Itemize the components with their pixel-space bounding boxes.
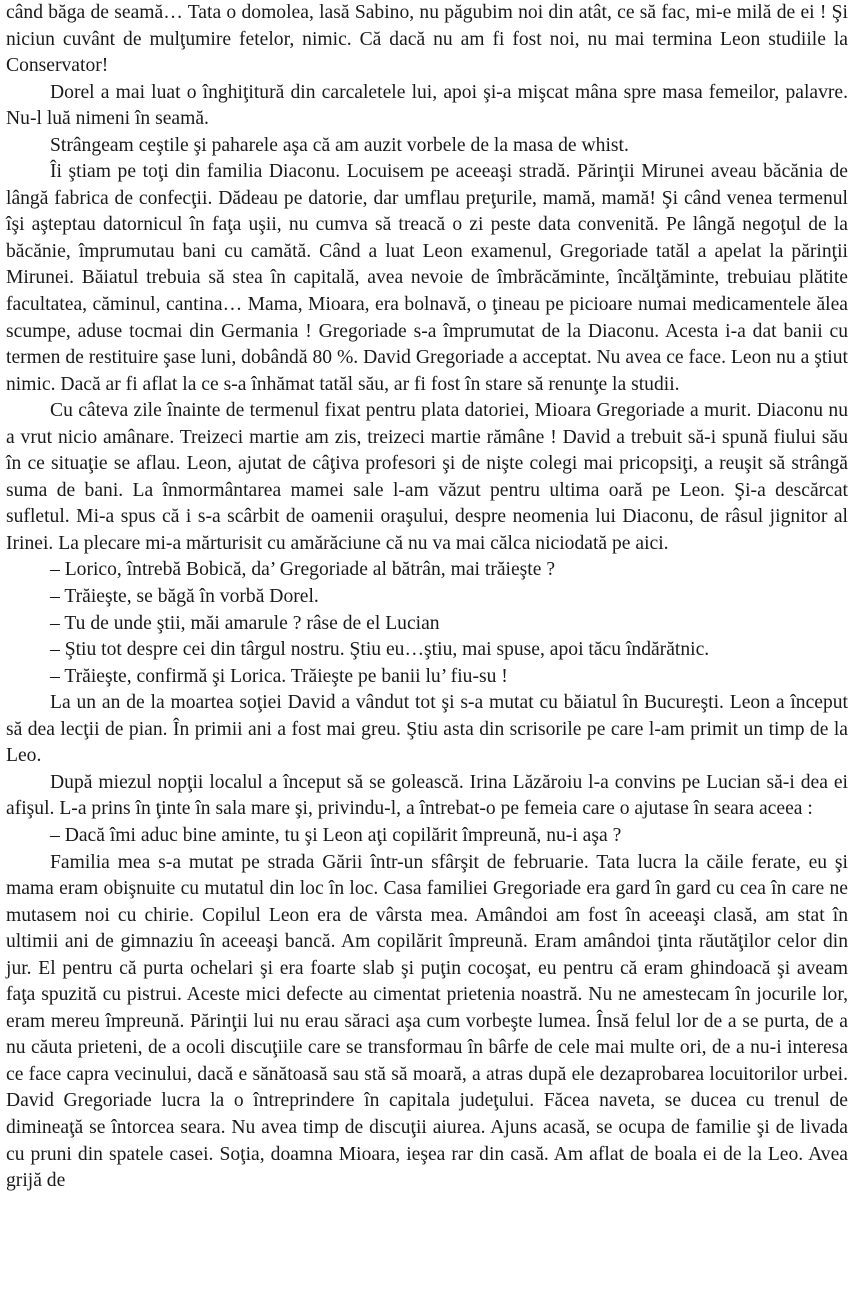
paragraph: când băga de seamă… Tata o domolea, lasă Sabino, nu păgubim noi din atât, ce să fac, mi-e milă de ei ! Şi niciun cuvânt de mulţumire fetelor, nimic. Că dacă nu am fi fost noi, nu mai termina Leon studiile la Conservator! (6, 2, 848, 77)
paragraph: La un an de la moartea soţiei David a vândut tot şi s-a mutat cu băiatul în Bucureşti. Leon a început să dea lecţii de pian. În primii ani a fost mai greu. Ştiu asta din scrisorile pe care l-am primit un timp de la Leo. (6, 692, 848, 767)
dialogue-line: – Ştiu tot despre cei din târgul nostru. Ştiu eu…ştiu, mai spuse, apoi tăcu îndărătnic. (50, 639, 710, 661)
dialogue-line: – Lorico, întrebă Bobică, da’ Gregoriade al bătrân, mai trăieşte ? (50, 559, 556, 581)
paragraph: Strângeam ceştile şi paharele aşa că am auzit vorbele de la masa de whist. (50, 134, 629, 156)
document-page (6, 0, 848, 1195)
dialogue-line: – Trăieşte, se băgă în vorbă Dorel. (50, 586, 319, 608)
dialogue-line: – Dacă îmi aduc bine aminte, tu şi Leon aţi copilărit împreună, nu-i aşa ? (50, 824, 622, 846)
paragraph: Îi ştiam pe toţi din familia Diaconu. Locuisem pe aceeaşi stradă. Părinţii Mirunei aveau băcănia de lângă fabrica de confecţii. Dădeau pe datorie, dar umflau preţurile, mamă, mamă! Şi când venea termenul îşi aşteptau datornicul în faţa uşii, nu cumva să treacă o zi peste data convenită. Pe lângă negoţul de la băcănie, împrumutau bani cu camătă. Când a luat Leon examenul, Gregoriade tatăl a apelat la părinţii Mirunei. Băiatul trebuia să stea în capitală, avea nevoie de îmbrăcăminte, încălţăminte, trebuiau plătite facultatea, căminul, cantina… Mama, Mioara, era bolnavă, o ţineau pe picioare numai medicamentele ălea scumpe, aduse tocmai din Germania ! Gregoriade s-a împrumutat de la Diaconu. Acesta i-a dat banii cu termen de restituire şase luni, dobândă 80 %. David Gregoriade a acceptat. Nu avea ce face. Leon nu a ştiut nimic. Dacă ar fi aflat la ce s-a înhămat tatăl său, ar fi fost în stare să renunţe la studii. (6, 161, 848, 395)
dialogue-line: – Tu de unde ştii, măi amarule ? râse de el Lucian (50, 612, 440, 634)
paragraph: După miezul nopţii localul a început să se golească. Irina Lăzăroiu l-a convins pe Lucian să-i dea ei afişul. L-a prins în ţinte în sala mare şi, privindu-l, a întrebat-o pe femeia care o ajutase în seara aceea : (6, 771, 848, 820)
paragraph: Cu câteva zile înainte de termenul fixat pentru plata datoriei, Mioara Gregoriade a murit. Diaconu nu a vrut nicio amânare. Treizeci martie am zis, treizeci martie rămâne ! David a trebuit să-i spună fiului său în ce situaţie se aflau. Leon, ajutat de câţiva profesori şi de nişte colegi mai pricopsiţi, a reuşit să strângă suma de bani. La înmormântarea mamei sale l-am văzut pentru ultima oară pe Leon. Şi-a descărcat sufletul. Mi-a spus că i s-a scârbit de oamenii oraşului, despre neomenia lui Diaconu, de râsul jignitor al Irinei. La plecare mi-a mărturisit cu amărăciune că nu va mai călca niciodată pe aici. (6, 400, 848, 554)
paragraph: Familia mea s-a mutat pe strada Gării într-un sfârşit de februarie. Tata lucra la căile ferate, eu şi mama eram obişnuite cu mutatul din loc în loc. Casa familiei Gregoriade era gard în gard cu cea în care ne mutasem noi cu chirie. Copilul Leon era de vârsta mea. Amândoi am fost în aceeaşi clasă, am stat în ultimii ani de gimnaziu în aceeaşi bancă. Am copilărit împreună. Eram amândoi ţinta răutăţilor celor din jur. El pentru că purta ochelari şi era foarte slab şi puţin cocoşat, eu pentru că eram ghindoacă şi aveam faţa spuzită cu pistrui. Aceste mici defecte au cimentat prietenia noastră. Nu ne amestecam în jocurile lor, eram mereu împreună. Părinţii lui nu erau săraci aşa cum vorbeşte lumea. Însă felul lor de a se purta, de a nu căuta prieteni, de a ocoli discuţiile care se transformau în bârfe de cele mai multe ori, de a nu-i interesa ce face capra vecinului, dacă e sănătoasă sau stă să moară, a atras după ele dezaprobarea locuitorilor urbei. David Gregoriade lucra la o întreprindere în capitala judeţului. Făcea naveta, se ducea cu trenul de dimineaţă se întorcea seara. Nu avea timp de discuţii aiurea. Ajuns acasă, se ocupa de familie şi de livada cu pruni din spatele casei. Soţia, doamna Mioara, ieşea rar din casă. Am aflat de boala ei de la Leo. Avea grijă de (6, 851, 848, 1192)
paragraph: Dorel a mai luat o înghiţitură din carcaletele lui, apoi şi-a mişcat mâna spre masa femeilor, palavre. Nu-l luă nimeni în seamă. (6, 81, 848, 130)
dialogue-line: – Trăieşte, confirmă şi Lorica. Trăieşte pe banii lu’ fiu-su ! (50, 665, 508, 687)
